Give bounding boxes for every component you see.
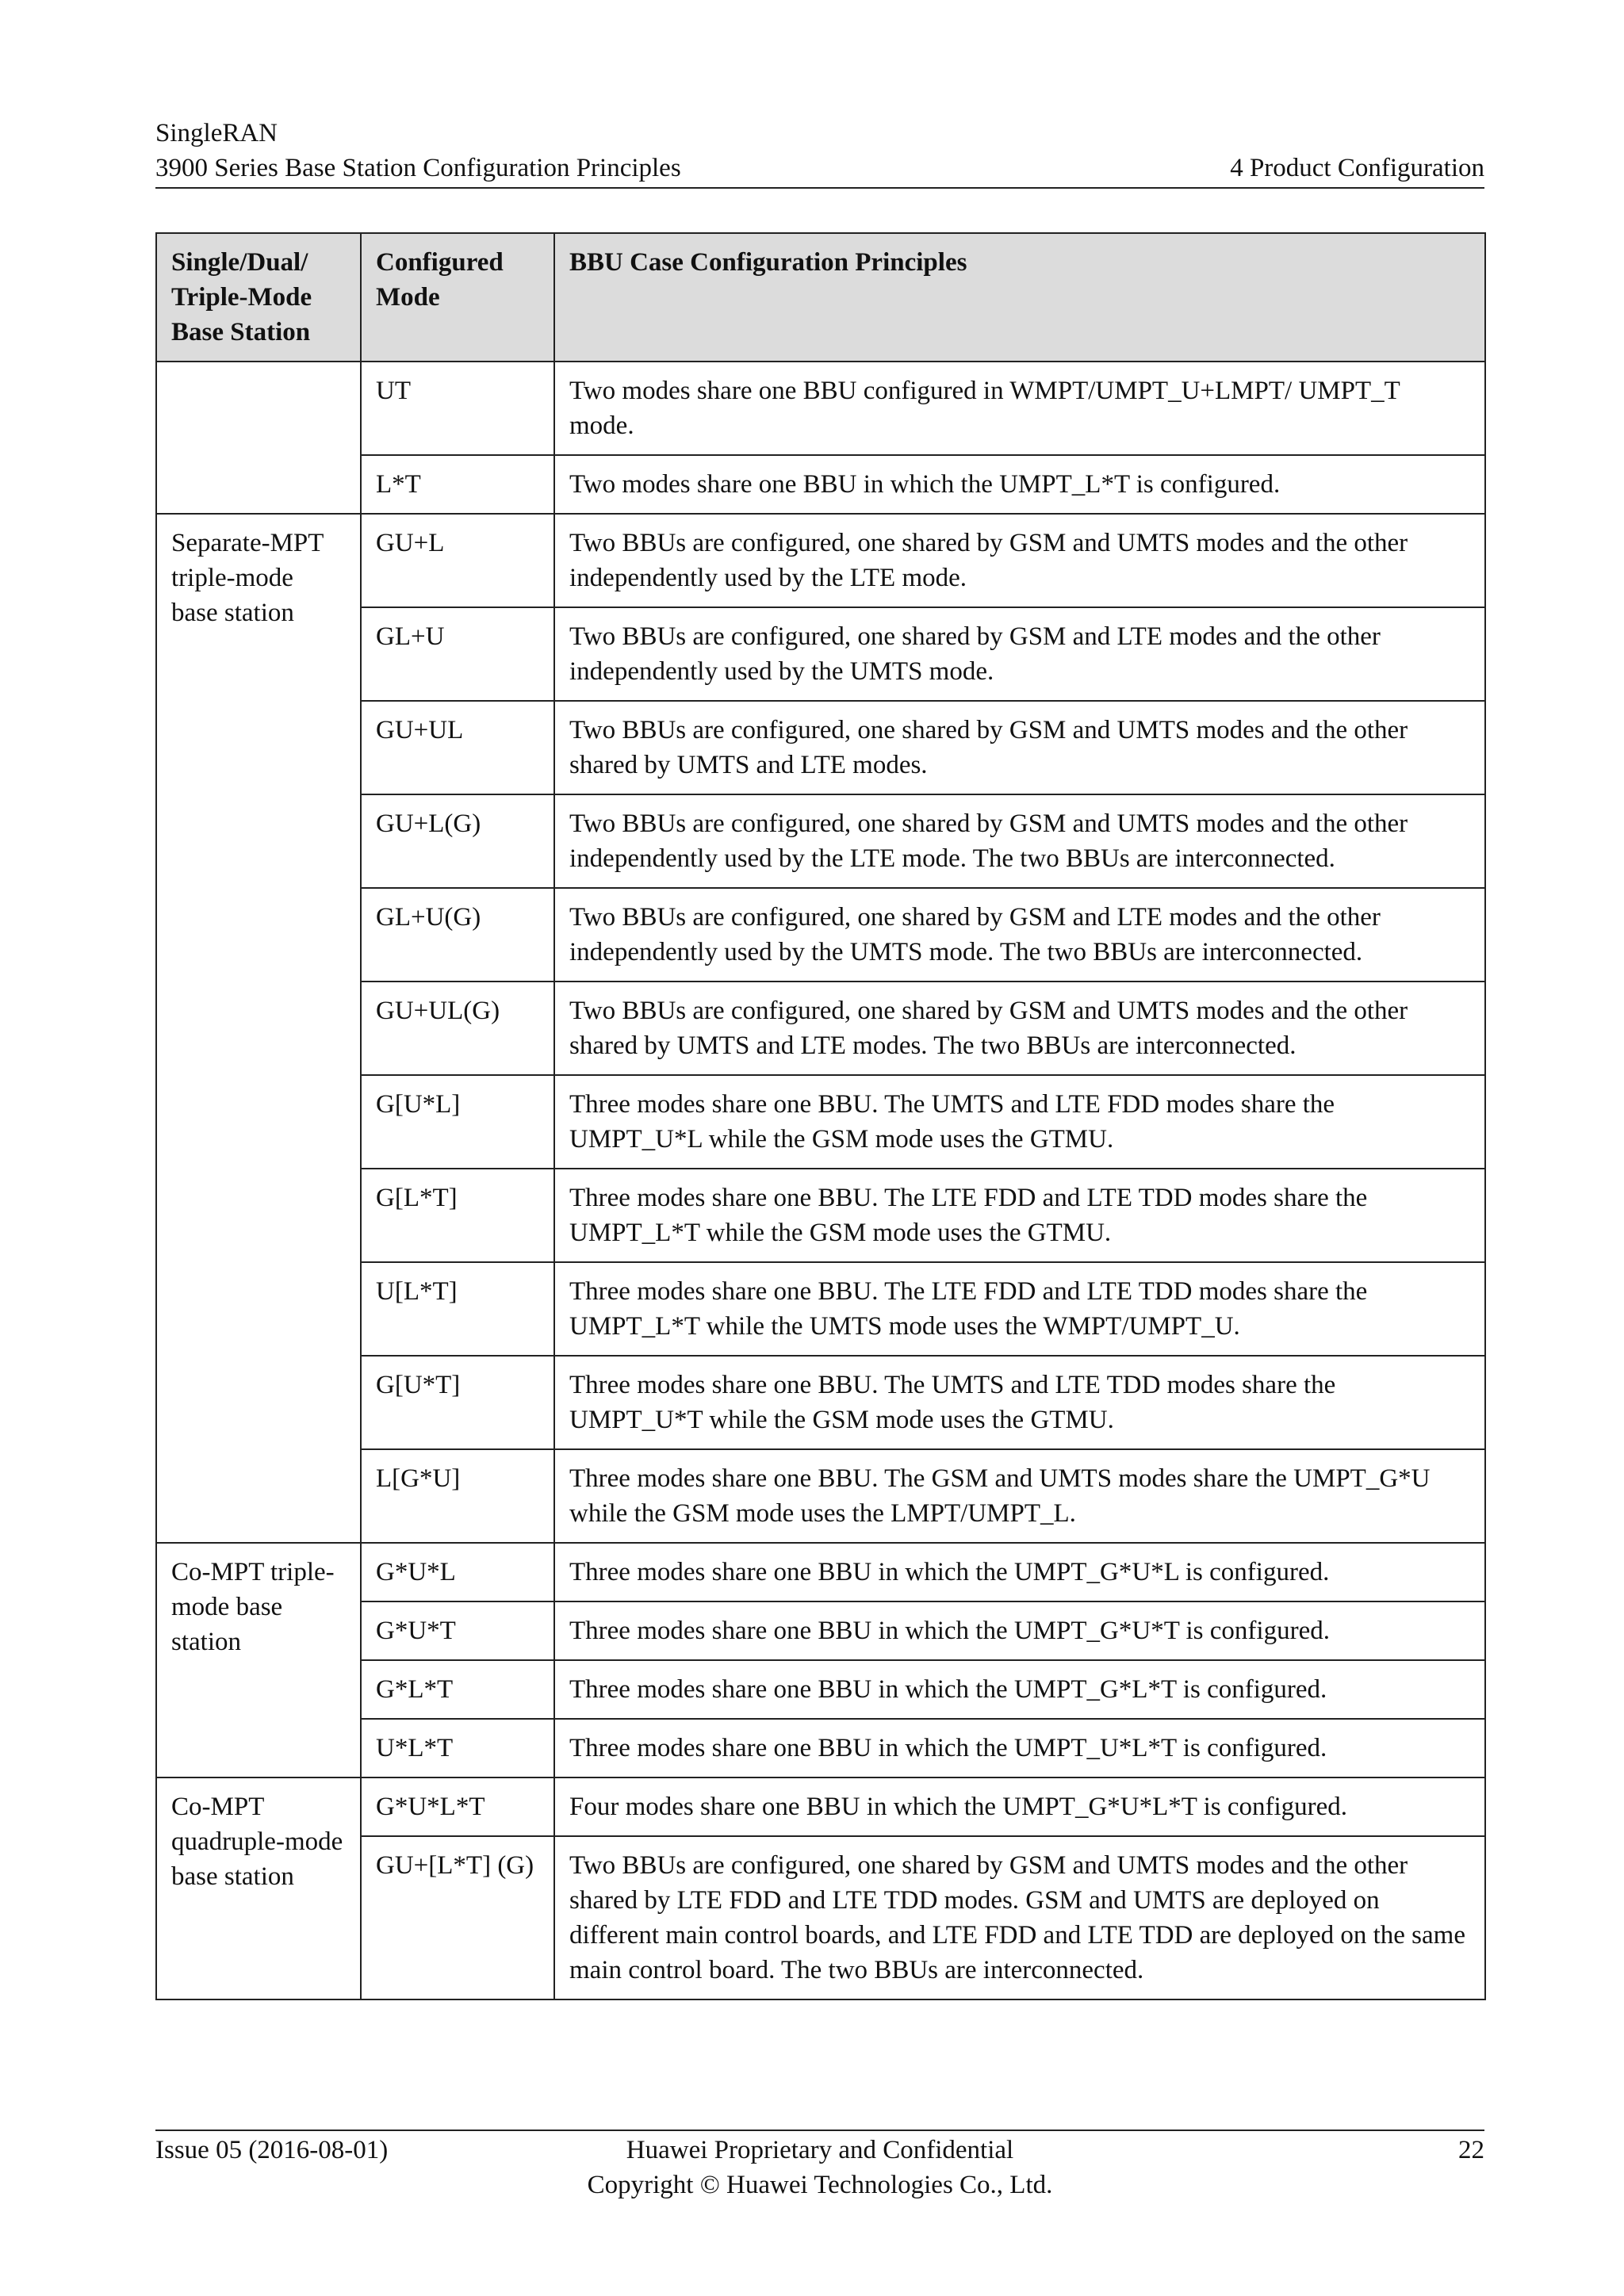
table-row bbox=[156, 1543, 1485, 1601]
principle-cell: Two BBUs are configured, one shared by GSM and UMTS modes and the other shared by UMTS and LTE modes. The two BBUs are interconnected. bbox=[554, 982, 1485, 1075]
configured-mode-cell: GU+L bbox=[361, 514, 554, 607]
principle-cell: Three modes share one BBU in which the UMPT_G*U*T is configured. bbox=[554, 1601, 1485, 1660]
configured-mode-cell: GU+L(G) bbox=[361, 794, 554, 888]
footer-copyright: Copyright © Huawei Technologies Co., Ltd. bbox=[587, 2171, 1053, 2199]
bbu-configuration-table bbox=[155, 232, 1486, 2000]
configured-mode-cell: G[L*T] bbox=[361, 1169, 554, 1262]
header-chapter-title: 4 Product Configuration bbox=[1230, 154, 1484, 182]
configured-mode-cell: GU+UL bbox=[361, 701, 554, 794]
configured-mode-cell: UT bbox=[361, 362, 554, 455]
principle-cell: Three modes share one BBU. The LTE FDD and LTE TDD modes share the UMPT_L*T while the UMTS mode uses the WMPT/UMPT_U. bbox=[554, 1262, 1485, 1356]
principle-cell: Two modes share one BBU in which the UMPT_L*T is configured. bbox=[554, 455, 1485, 514]
station-type-cell: Co-MPT triple-mode base station bbox=[156, 1543, 361, 1777]
table-body bbox=[156, 362, 1485, 1999]
footer-issue: Issue 05 (2016-08-01) bbox=[155, 2136, 389, 2164]
principle-cell: Three modes share one BBU in which the UMPT_U*L*T is configured. bbox=[554, 1719, 1485, 1777]
footer-confidentiality: Huawei Proprietary and Confidential bbox=[626, 2136, 1014, 2164]
principle-cell: Two BBUs are configured, one shared by GSM and UMTS modes and the other independently used by the LTE mode. The two BBUs are interconnected. bbox=[554, 794, 1485, 888]
footer-page-number: 22 bbox=[1458, 2136, 1484, 2164]
configured-mode-cell: G*U*T bbox=[361, 1601, 554, 1660]
principle-cell: Two BBUs are configured, one shared by GSM and LTE modes and the other independently used by the UMTS mode. The two BBUs are interconnected. bbox=[554, 888, 1485, 982]
configured-mode-cell: GL+U bbox=[361, 607, 554, 701]
footer-legal bbox=[155, 2133, 1484, 2202]
header-product-name: SingleRAN bbox=[155, 119, 278, 147]
principle-cell: Three modes share one BBU. The UMTS and LTE TDD modes share the UMPT_U*T while the GSM mode uses the GTMU. bbox=[554, 1356, 1485, 1449]
configured-mode-cell: G*L*T bbox=[361, 1660, 554, 1719]
principle-cell: Two BBUs are configured, one shared by GSM and UMTS modes and the other shared by LTE FDD and LTE TDD modes. GSM and UMTS are deployed on different main control boards, and LTE FDD and LTE TDD are deployed on the same main control board. The two BBUs are interconnected. bbox=[554, 1836, 1485, 1999]
principle-cell: Two modes share one BBU configured in WMPT/UMPT_U+LMPT/ UMPT_T mode. bbox=[554, 362, 1485, 455]
principle-cell: Three modes share one BBU in which the UMPT_G*L*T is configured. bbox=[554, 1660, 1485, 1719]
principle-cell: Three modes share one BBU in which the UMPT_G*U*L is configured. bbox=[554, 1543, 1485, 1601]
configured-mode-cell: L*T bbox=[361, 455, 554, 514]
column-header-principles: BBU Case Configuration Principles bbox=[554, 233, 1485, 362]
table-header-row bbox=[156, 233, 1485, 362]
configured-mode-cell: G[U*L] bbox=[361, 1075, 554, 1169]
principle-cell: Four modes share one BBU in which the UMPT_G*U*L*T is configured. bbox=[554, 1777, 1485, 1836]
principle-cell: Two BBUs are configured, one shared by GSM and UMTS modes and the other shared by UMTS and LTE modes. bbox=[554, 701, 1485, 794]
table-row bbox=[156, 362, 1485, 455]
header-document-title: 3900 Series Base Station Configuration Principles bbox=[155, 154, 681, 182]
principle-cell: Two BBUs are configured, one shared by GSM and UMTS modes and the other independently used by the LTE mode. bbox=[554, 514, 1485, 607]
station-type-cell bbox=[156, 362, 361, 514]
configured-mode-cell: G[U*T] bbox=[361, 1356, 554, 1449]
configured-mode-cell: U[L*T] bbox=[361, 1262, 554, 1356]
page-footer bbox=[155, 2130, 1484, 2210]
page-header bbox=[155, 116, 1484, 189]
configured-mode-cell: GU+UL(G) bbox=[361, 982, 554, 1075]
configured-mode-cell: G*U*L bbox=[361, 1543, 554, 1601]
configured-mode-cell: GL+U(G) bbox=[361, 888, 554, 982]
principle-cell: Three modes share one BBU. The GSM and UMTS modes share the UMPT_G*U while the GSM mode uses the LMPT/UMPT_L. bbox=[554, 1449, 1485, 1543]
column-header-configured-mode: Configured Mode bbox=[361, 233, 554, 362]
table-row bbox=[156, 1777, 1485, 1836]
station-type-cell: Co-MPT quadruple-mode base station bbox=[156, 1777, 361, 1999]
configured-mode-cell: U*L*T bbox=[361, 1719, 554, 1777]
principle-cell: Two BBUs are configured, one shared by GSM and LTE modes and the other independently used by the UMTS mode. bbox=[554, 607, 1485, 701]
table-row bbox=[156, 514, 1485, 607]
station-type-cell: Separate-MPT triple-mode base station bbox=[156, 514, 361, 1543]
configured-mode-cell: GU+[L*T] (G) bbox=[361, 1836, 554, 1999]
principle-cell: Three modes share one BBU. The LTE FDD and LTE TDD modes share the UMPT_L*T while the GSM mode uses the GTMU. bbox=[554, 1169, 1485, 1262]
configured-mode-cell: L[G*U] bbox=[361, 1449, 554, 1543]
configured-mode-cell: G*U*L*T bbox=[361, 1777, 554, 1836]
column-header-station-type: Single/Dual/ Triple-Mode Base Station bbox=[156, 233, 361, 362]
principle-cell: Three modes share one BBU. The UMTS and LTE FDD modes share the UMPT_U*L while the GSM mode uses the GTMU. bbox=[554, 1075, 1485, 1169]
